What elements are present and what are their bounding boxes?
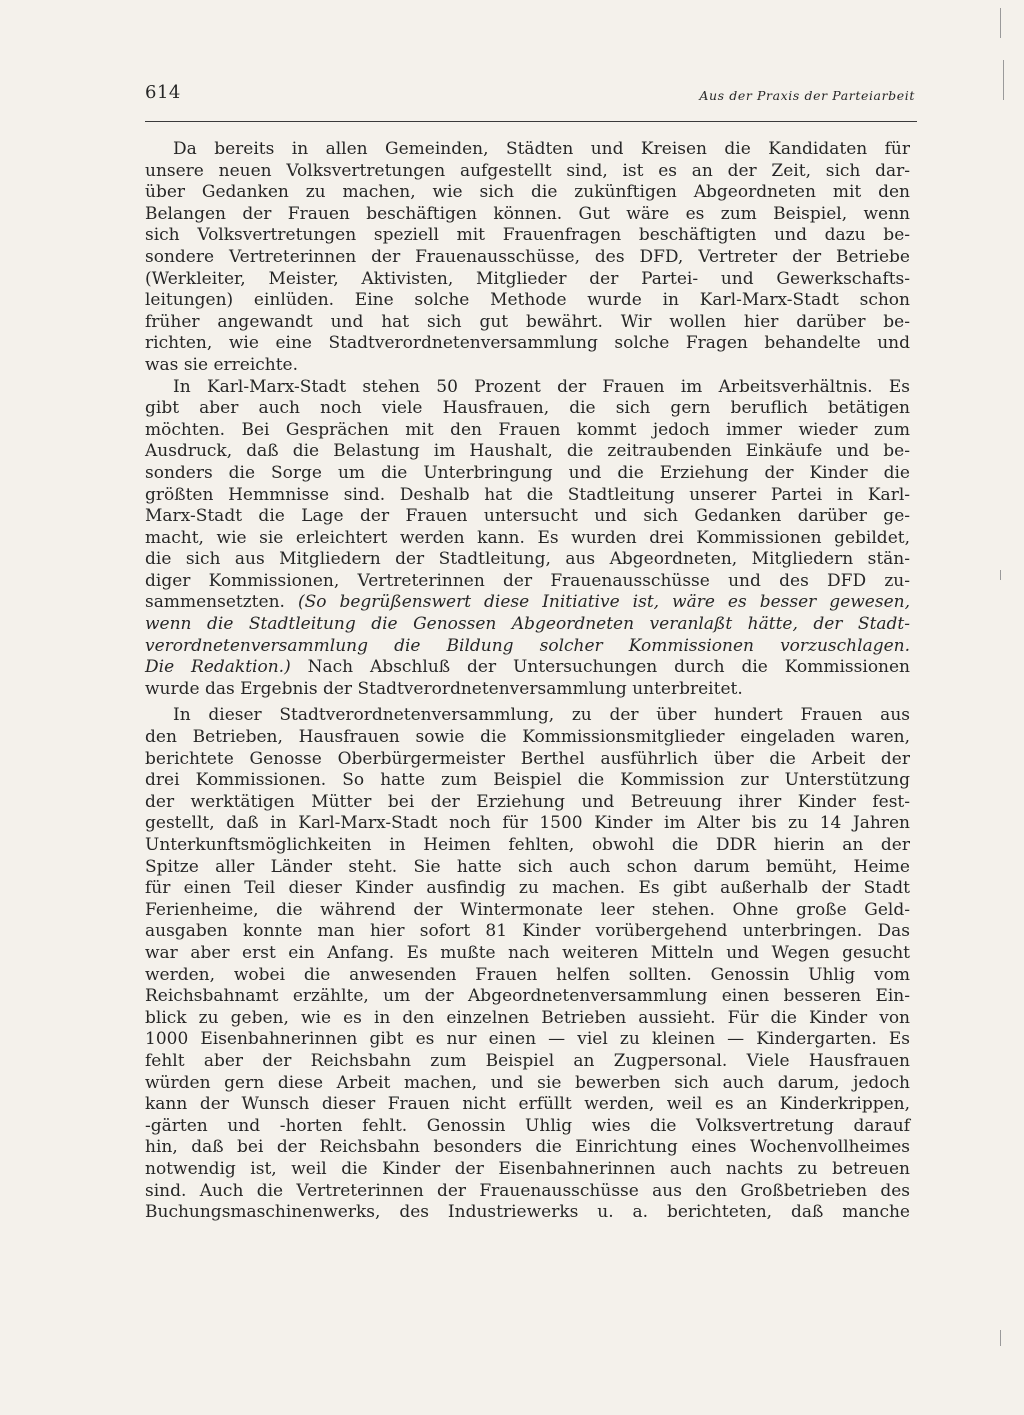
text-line: würden gern diese Arbeit machen, und sie bewerben sich auch darum, jedoch	[145, 1072, 910, 1093]
text-line: gestellt, daß in Karl-Marx-Stadt noch für 1500 Kinder im Alter bis zu 14 Jahren	[145, 813, 910, 834]
text-line: unsere neuen Volksvertretungen aufgestellt sind, ist es an der Zeit, sich dar-	[145, 160, 910, 181]
text-line: gibt aber auch noch viele Hausfrauen, die sich gern beruflich betätigen	[145, 398, 910, 419]
text-line	[145, 592, 910, 614]
page-number: 614	[145, 82, 181, 103]
text-line: berichtete Genosse Oberbürgermeister Berthel ausführlich über die Arbeit der	[145, 748, 910, 769]
text-segment: sammensetzten.	[145, 592, 285, 613]
text-line: In Karl-Marx-Stadt stehen 50 Prozent der Frauen im Arbeitsverhältnis. Es	[173, 376, 910, 397]
text-line: Marx-Stadt die Lage der Frauen untersucht und sich Gedanken darüber ge-	[145, 506, 910, 527]
text-line: leitungen) einlüden. Eine solche Methode wurde in Karl-Marx-Stadt schon	[145, 290, 910, 311]
text-line: Spitze aller Länder steht. Sie hatte sich auch schon darum bemüht, Heime	[145, 856, 910, 877]
text-line: Da bereits in allen Gemeinden, Städten und Kreisen die Kandidaten für	[173, 139, 910, 159]
text-line: fehlt aber der Reichsbahn zum Beispiel an Zugpersonal. Viele Hausfrauen	[145, 1050, 910, 1071]
text-line: blick zu geben, wie es in den einzelnen Betrieben aussieht. Für die Kinder von	[145, 1007, 910, 1028]
text-line: hin, daß bei der Reichsbahn besonders die Einrichtung eines Wochenvollheimes	[145, 1137, 910, 1158]
text-line: Ausdruck, daß die Belastung im Haushalt, die zeitraubenden Einkäufe und be-	[145, 441, 910, 462]
text-line: sonders die Sorge um die Unterbringung und die Erziehung der Kinder die	[145, 462, 910, 483]
scan-mark	[1000, 8, 1001, 38]
scan-mark	[1000, 570, 1001, 580]
text-line: Belangen der Frauen beschäftigen können. Gut wäre es zum Beispiel, wenn	[145, 203, 910, 224]
text-line: macht, wie sie erleichtert werden kann. Es wurden drei Kommissionen gebildet,	[145, 527, 910, 548]
text-line: wurde das Ergebnis der Stadtverordnetenversammlung unterbreitet.	[145, 678, 743, 699]
text-line	[145, 657, 910, 679]
article-body	[145, 139, 910, 1224]
text-line: 1000 Eisenbahnerinnen gibt es nur einen — viel zu kleinen — Kindergarten. Es	[145, 1029, 910, 1050]
header-rule	[145, 121, 917, 122]
text-line: was sie erreichte.	[145, 354, 299, 375]
text-line: Unterkunftsmöglichkeiten in Heimen fehlten, obwohl die DDR hierin an der	[145, 835, 910, 855]
text-line: sondere Vertreterinnen der Frauenausschüsse, des DFD, Vertreter der Betriebe	[145, 246, 910, 267]
text-line: -gärten und -horten fehlt. Genossin Uhlig wies die Volksvertretung darauf	[145, 1115, 910, 1136]
text-line: drei Kommissionen. So hatte zum Beispiel die Kommission zur Unterstützung	[145, 770, 910, 791]
text-line: Ferienheime, die während der Wintermonate leer stehen. Ohne große Geld-	[145, 899, 910, 920]
running-title: Aus der Praxis der Parteiarbeit	[699, 88, 915, 103]
text-line: für einen Teil dieser Kinder ausfindig zu machen. Es gibt außerhalb der Stadt	[145, 878, 910, 899]
text-line: möchten. Bei Gesprächen mit den Frauen kommt jedoch immer wieder zum	[145, 419, 910, 440]
editorial-signature: Die Redaktion.)	[145, 657, 291, 678]
text-line: war aber erst ein Anfang. Es mußte nach weiteren Mitteln und Wegen gesucht	[145, 942, 910, 963]
text-line: Buchungsmaschinenwerks, des Industriewerks u. a. berichteten, daß manche	[145, 1202, 910, 1223]
text-line: notwendig ist, weil die Kinder der Eisenbahnerinnen auch nachts zu betreuen	[145, 1158, 910, 1179]
page-header	[145, 82, 917, 116]
text-segment: Nach Abschluß der Untersuchungen durch die Kommissionen	[307, 657, 911, 678]
text-line: (Werkleiter, Meister, Aktivisten, Mitglieder der Partei- und Gewerkschafts-	[145, 268, 910, 289]
text-line: sind. Auch die Vertreterinnen der Frauenausschüsse aus den Großbetrieben des	[145, 1180, 910, 1201]
scan-mark	[1000, 1330, 1001, 1346]
scan-mark	[1003, 60, 1004, 100]
text-line: ausgaben konnte man hier sofort 81 Kinder vorübergehend unterbringen. Das	[145, 921, 910, 942]
text-line: diger Kommissionen, Vertreterinnen der Frauenausschüsse und des DFD zu-	[145, 570, 910, 591]
text-line: früher angewandt und hat sich gut bewährt. Wir wollen hier darüber be-	[145, 311, 910, 332]
editorial-note-line: wenn die Stadtleitung die Genossen Abgeordneten veranlaßt hätte, der Stadt-	[145, 614, 910, 635]
editorial-note-line: verordnetenversammlung die Bildung solcher Kommissionen vorzuschlagen.	[145, 635, 910, 656]
text-line: werden, wobei die anwesenden Frauen helfen sollten. Genossin Uhlig vom	[145, 964, 910, 985]
text-line: In dieser Stadtverordnetenversammlung, zu der über hundert Frauen aus	[173, 705, 910, 726]
text-line: größten Hemmnisse sind. Deshalb hat die Stadtleitung unserer Partei in Karl-	[145, 484, 910, 505]
text-line: richten, wie eine Stadtverordnetenversammlung solche Fragen behandelte und	[145, 333, 910, 354]
text-line: sich Volksvertretungen speziell mit Frauenfragen beschäftigten und dazu be-	[145, 225, 910, 246]
text-line: Reichsbahnamt erzählte, um der Abgeordnetenversammlung einen besseren Ein-	[145, 986, 910, 1007]
text-line: den Betrieben, Hausfrauen sowie die Kommissionsmitglieder eingeladen waren,	[145, 727, 910, 748]
editorial-note: (So begrüßenswert diese Initiative ist, wäre es besser gewesen,	[297, 592, 911, 613]
text-line: die sich aus Mitgliedern der Stadtleitung, aus Abgeordneten, Mitgliedern stän-	[145, 549, 910, 570]
text-line: über Gedanken zu machen, wie sich die zukünftigen Abgeordneten mit den	[145, 182, 910, 203]
text-line: der werktätigen Mütter bei der Erziehung und Betreuung ihrer Kinder fest-	[145, 791, 910, 812]
text-line: kann der Wunsch dieser Frauen nicht erfüllt werden, weil es an Kinderkrippen,	[145, 1094, 910, 1115]
